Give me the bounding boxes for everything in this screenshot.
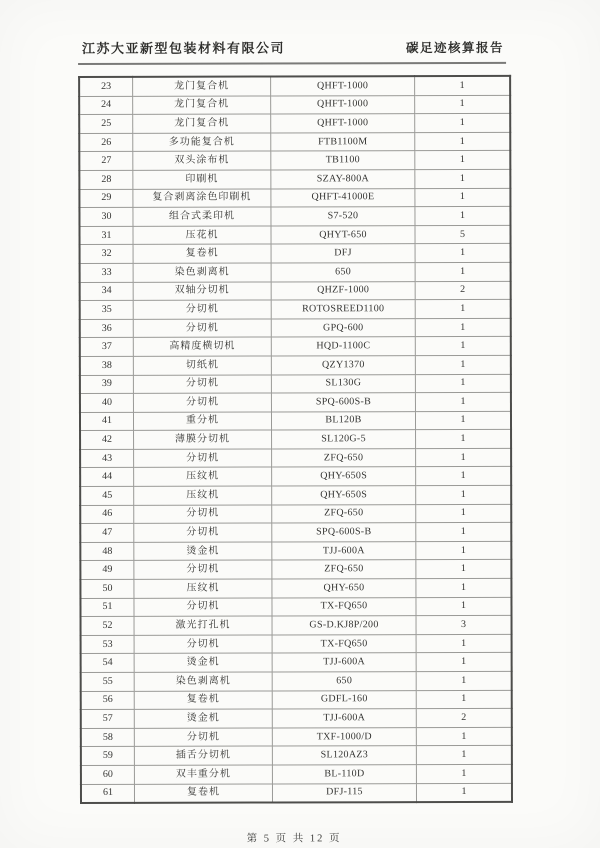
- cell-serial-number: 47: [80, 524, 134, 543]
- table-row: [79, 225, 510, 245]
- cell-serial-number: 37: [80, 338, 134, 357]
- cell-quantity: 1: [415, 318, 511, 337]
- cell-quantity: 1: [416, 653, 512, 672]
- table-row: [80, 299, 511, 319]
- cell-quantity: 1: [415, 411, 511, 430]
- table-row: [80, 374, 511, 394]
- cell-equipment-name: 复卷机: [133, 244, 271, 263]
- table-row: [80, 560, 511, 580]
- cell-model: S7-520: [271, 207, 415, 226]
- cell-equipment-name: 分切机: [134, 728, 272, 747]
- table-row: [80, 355, 511, 375]
- cell-model: TB1100: [271, 151, 415, 170]
- table-row: [80, 318, 511, 338]
- cell-model: TJJ-600A: [272, 541, 416, 560]
- table-row: [80, 392, 511, 412]
- cell-quantity: 1: [415, 151, 511, 170]
- cell-serial-number: 53: [81, 635, 135, 654]
- cell-model: QHFT-1000: [271, 95, 415, 114]
- cell-serial-number: 42: [80, 431, 134, 450]
- table-row: [80, 244, 511, 264]
- table-row: [79, 151, 510, 171]
- cell-serial-number: 38: [80, 356, 134, 375]
- cell-quantity: 1: [416, 597, 512, 616]
- cell-serial-number: 44: [80, 468, 134, 487]
- cell-serial-number: 23: [79, 77, 133, 96]
- table-row: [79, 95, 510, 115]
- cell-equipment-name: 复卷机: [134, 691, 272, 710]
- cell-serial-number: 27: [79, 152, 133, 171]
- cell-serial-number: 41: [80, 412, 134, 431]
- cell-serial-number: 25: [79, 115, 133, 134]
- cell-equipment-name: 复合剥离涂色印刷机: [133, 189, 271, 208]
- cell-quantity: 1: [416, 504, 512, 523]
- cell-model: HQD-1100C: [271, 337, 415, 356]
- table-row: [80, 467, 511, 487]
- cell-equipment-name: 龙门复合机: [133, 96, 271, 115]
- cell-quantity: 3: [416, 616, 512, 635]
- table-row: [80, 485, 511, 505]
- table-row: [81, 616, 512, 636]
- cell-model: ZFQ-650: [272, 560, 416, 579]
- cell-serial-number: 24: [79, 96, 133, 115]
- table-row: [79, 132, 510, 152]
- cell-serial-number: 32: [80, 245, 134, 264]
- table-row: [81, 671, 512, 691]
- cell-serial-number: 35: [80, 300, 134, 319]
- cell-serial-number: 60: [81, 765, 135, 784]
- cell-equipment-name: 双轴分切机: [133, 282, 271, 301]
- cell-model: BL-110D: [272, 765, 416, 784]
- cell-quantity: 1: [415, 374, 511, 393]
- table-row: [80, 337, 511, 357]
- cell-quantity: 1: [416, 523, 512, 542]
- cell-equipment-name: 压纹机: [134, 486, 272, 505]
- table-row: [80, 448, 511, 468]
- cell-model: QHFT-1000: [271, 76, 415, 95]
- cell-model: QHYT-650: [271, 225, 415, 244]
- cell-equipment-name: 分切机: [133, 374, 271, 393]
- table-row: [80, 281, 511, 301]
- cell-serial-number: 48: [80, 542, 134, 561]
- cell-quantity: 1: [415, 95, 511, 114]
- table-row: [80, 430, 511, 450]
- cell-quantity: 1: [416, 485, 512, 504]
- table-row: [79, 114, 510, 134]
- table-row: [81, 764, 512, 784]
- equipment-table: [78, 75, 513, 804]
- cell-equipment-name: 薄膜分切机: [134, 430, 272, 449]
- cell-quantity: 1: [415, 169, 511, 188]
- cell-quantity: 1: [416, 467, 512, 486]
- cell-equipment-name: 复卷机: [134, 784, 272, 803]
- cell-equipment-name: 双丰重分机: [134, 765, 272, 784]
- cell-quantity: 1: [415, 244, 511, 263]
- cell-model: SL120G-5: [272, 430, 416, 449]
- cell-serial-number: 33: [80, 263, 134, 282]
- cell-quantity: 2: [415, 281, 511, 300]
- cell-equipment-name: 分切机: [134, 635, 272, 654]
- cell-model: QHFT-1000: [271, 114, 415, 133]
- cell-equipment-name: 重分机: [133, 412, 271, 431]
- cell-quantity: 1: [416, 578, 512, 597]
- table-row: [81, 634, 512, 654]
- cell-model: DFJ: [271, 244, 415, 263]
- cell-equipment-name: 分切机: [133, 393, 271, 412]
- cell-serial-number: 34: [80, 282, 134, 301]
- equipment-table-body: [79, 76, 512, 803]
- cell-quantity: 5: [415, 225, 511, 244]
- cell-equipment-name: 压花机: [133, 226, 271, 245]
- table-row: [80, 504, 511, 524]
- cell-equipment-name: 激光打孔机: [134, 616, 272, 635]
- cell-model: QHY-650S: [272, 467, 416, 486]
- cell-equipment-name: 染色剥离机: [133, 263, 271, 282]
- table-row: [81, 709, 512, 729]
- cell-serial-number: 56: [81, 691, 135, 710]
- header-report-title: 碳足迹核算报告: [405, 40, 505, 56]
- cell-equipment-name: 插舌分切机: [134, 746, 272, 765]
- cell-model: QHY-650: [272, 579, 416, 598]
- cell-equipment-name: 分切机: [134, 560, 272, 579]
- cell-model: QZY1370: [271, 356, 415, 375]
- cell-model: SPQ-600S-B: [272, 523, 416, 542]
- cell-serial-number: 31: [79, 226, 133, 245]
- cell-model: GPQ-600: [271, 318, 415, 337]
- cell-equipment-name: 高精度横切机: [133, 337, 271, 356]
- cell-model: FTB1100M: [271, 132, 415, 151]
- cell-quantity: 1: [416, 671, 512, 690]
- table-row: [79, 169, 510, 189]
- table-row: [80, 597, 511, 617]
- table-row: [79, 207, 510, 227]
- cell-equipment-name: 多功能复合机: [133, 133, 271, 152]
- cell-equipment-name: 烫金机: [134, 542, 272, 561]
- cell-serial-number: 43: [80, 449, 134, 468]
- cell-model: TJJ-600A: [272, 653, 416, 672]
- cell-model: QHZF-1000: [271, 281, 415, 300]
- cell-model: TX-FQ650: [272, 597, 416, 616]
- cell-equipment-name: 双头涂布机: [133, 151, 271, 170]
- cell-serial-number: 58: [81, 728, 135, 747]
- cell-model: ZFQ-650: [272, 448, 416, 467]
- cell-equipment-name: 龙门复合机: [133, 114, 271, 133]
- cell-equipment-name: 分切机: [134, 523, 272, 542]
- cell-serial-number: 51: [80, 598, 134, 617]
- table-row: [81, 746, 512, 766]
- cell-model: QHY-650S: [272, 486, 416, 505]
- cell-model: DFJ-115: [272, 783, 416, 802]
- cell-model: SZAY-800A: [271, 170, 415, 189]
- cell-serial-number: 50: [80, 579, 134, 598]
- cell-model: TX-FQ650: [272, 634, 416, 653]
- table-row: [81, 690, 512, 710]
- cell-serial-number: 28: [79, 170, 133, 189]
- cell-quantity: 1: [416, 560, 512, 579]
- cell-model: GS-D.KJ8P/200: [272, 616, 416, 635]
- cell-serial-number: 59: [81, 747, 135, 766]
- table-row: [80, 578, 511, 598]
- cell-model: TXF-1000/D: [272, 727, 416, 746]
- cell-equipment-name: 分切机: [134, 598, 272, 617]
- cell-equipment-name: 染色剥离机: [134, 672, 272, 691]
- cell-equipment-name: 组合式柔印机: [133, 207, 271, 226]
- table-row: [80, 523, 511, 543]
- cell-model: QHFT-41000E: [271, 188, 415, 207]
- table-row: [81, 653, 512, 673]
- cell-quantity: 1: [415, 114, 511, 133]
- cell-quantity: 1: [415, 392, 511, 411]
- cell-quantity: 1: [416, 783, 512, 802]
- table-row: [80, 411, 511, 431]
- cell-equipment-name: 烫金机: [134, 709, 272, 728]
- cell-model: 650: [272, 672, 416, 691]
- cell-serial-number: 36: [80, 319, 134, 338]
- cell-model: GDFL-160: [272, 690, 416, 709]
- cell-model: ZFQ-650: [272, 504, 416, 523]
- cell-serial-number: 30: [79, 208, 133, 227]
- cell-model: SL120AZ3: [272, 746, 416, 765]
- table-row: [79, 188, 510, 208]
- cell-model: TJJ-600A: [272, 709, 416, 728]
- cell-serial-number: 29: [79, 189, 133, 208]
- cell-quantity: 1: [416, 746, 512, 765]
- cell-model: SL130G: [271, 374, 415, 393]
- page-footer: 第 5 页 共 12 页: [246, 833, 342, 845]
- cell-serial-number: 57: [81, 710, 135, 729]
- cell-equipment-name: 压纹机: [134, 467, 272, 486]
- page-header: [78, 37, 506, 65]
- cell-model: BL120B: [271, 411, 415, 430]
- cell-serial-number: 46: [80, 505, 134, 524]
- cell-quantity: 1: [415, 132, 511, 151]
- cell-quantity: 1: [415, 207, 511, 226]
- cell-quantity: 1: [416, 690, 512, 709]
- cell-quantity: 1: [415, 262, 511, 281]
- table-row: [81, 783, 512, 803]
- cell-quantity: 1: [415, 76, 511, 95]
- cell-model: SPQ-600S-B: [271, 393, 415, 412]
- cell-equipment-name: 压纹机: [134, 579, 272, 598]
- cell-model: 650: [271, 263, 415, 282]
- cell-serial-number: 45: [80, 486, 134, 505]
- cell-serial-number: 26: [79, 133, 133, 152]
- cell-quantity: 1: [416, 541, 512, 560]
- cell-quantity: 2: [416, 709, 512, 728]
- cell-serial-number: 61: [81, 784, 135, 803]
- cell-equipment-name: 切纸机: [133, 356, 271, 375]
- cell-serial-number: 40: [80, 393, 134, 412]
- cell-quantity: 1: [416, 430, 512, 449]
- cell-quantity: 1: [416, 727, 512, 746]
- cell-quantity: 1: [416, 448, 512, 467]
- table-row: [80, 262, 511, 282]
- header-company-name: 江苏大亚新型包装材料有限公司: [82, 40, 286, 56]
- table-row: [80, 541, 511, 561]
- page-content: [78, 37, 508, 846]
- cell-quantity: 1: [415, 299, 511, 318]
- table-row: [81, 727, 512, 747]
- cell-serial-number: 49: [80, 561, 134, 580]
- cell-quantity: 1: [415, 188, 511, 207]
- cell-serial-number: 39: [80, 375, 134, 394]
- cell-equipment-name: 烫金机: [134, 653, 272, 672]
- table-row: [79, 76, 510, 96]
- cell-equipment-name: 分切机: [133, 300, 271, 319]
- cell-model: ROTOSREED1100: [271, 300, 415, 319]
- cell-equipment-name: 分切机: [133, 319, 271, 338]
- cell-equipment-name: 印刷机: [133, 170, 271, 189]
- cell-equipment-name: 龙门复合机: [133, 76, 271, 95]
- cell-quantity: 1: [416, 634, 512, 653]
- cell-quantity: 1: [416, 764, 512, 783]
- cell-serial-number: 54: [81, 654, 135, 673]
- cell-serial-number: 55: [81, 672, 135, 691]
- cell-serial-number: 52: [81, 617, 135, 636]
- cell-equipment-name: 分切机: [134, 505, 272, 524]
- cell-quantity: 1: [415, 355, 511, 374]
- cell-equipment-name: 分切机: [134, 449, 272, 468]
- cell-quantity: 1: [415, 337, 511, 356]
